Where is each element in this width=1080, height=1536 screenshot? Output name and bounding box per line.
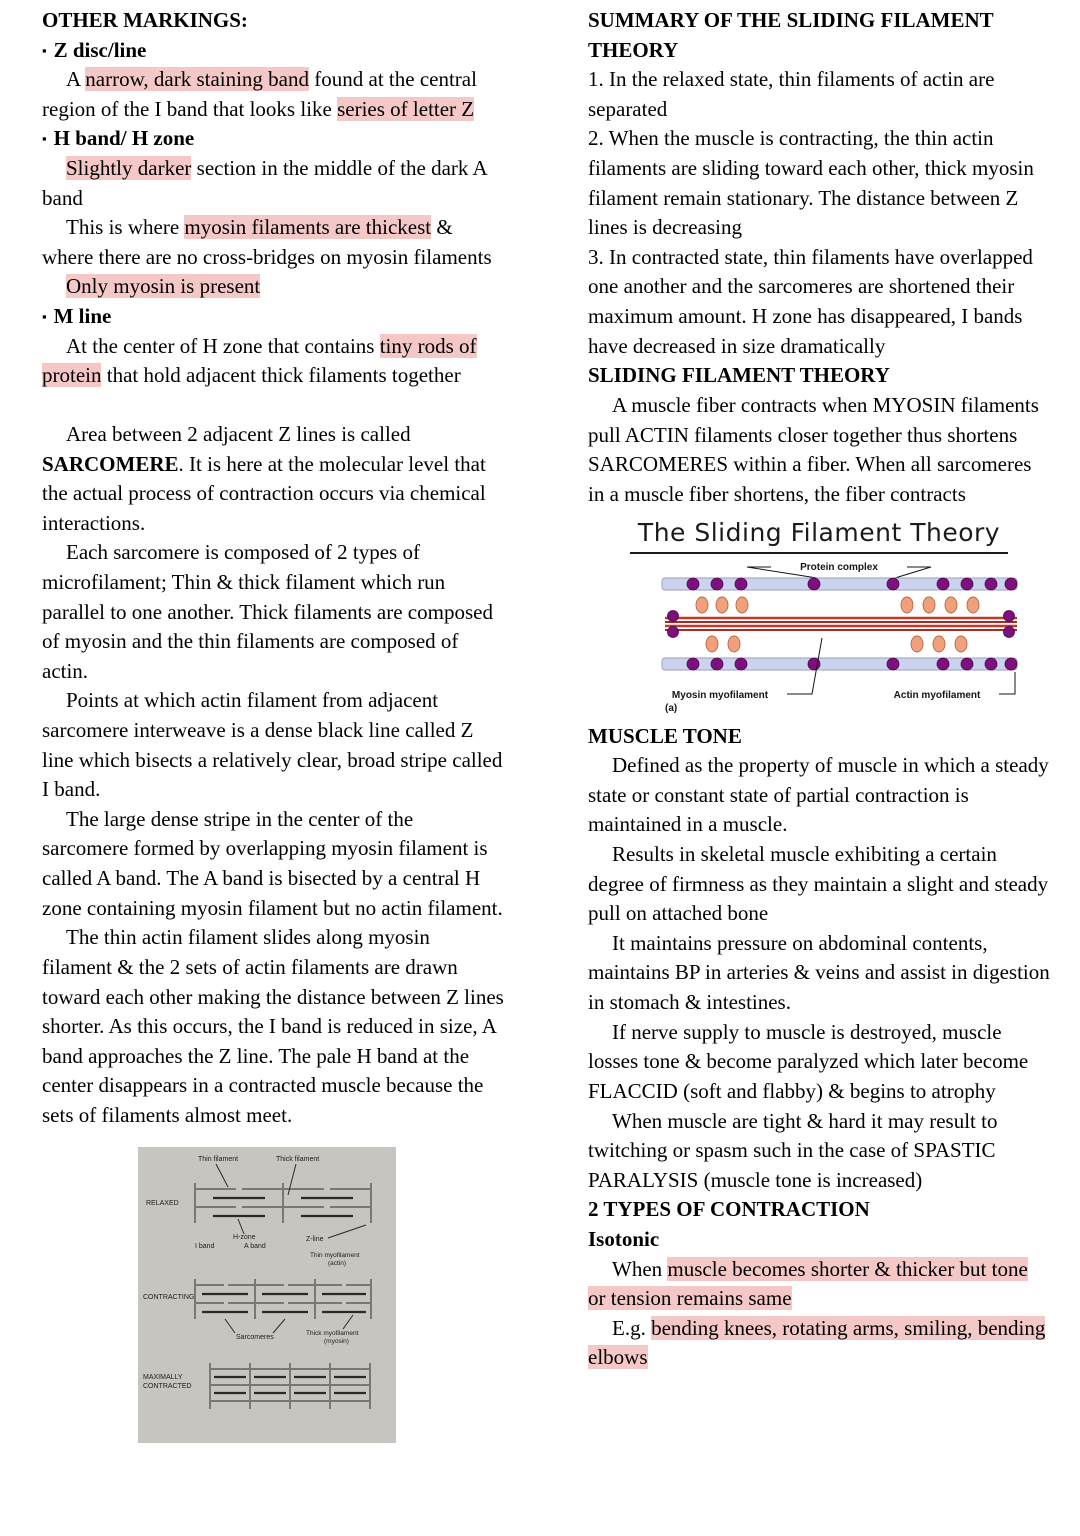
actin-filament-top [662, 578, 1017, 590]
protein-complex-beads-mid [668, 610, 1015, 637]
left-column [42, 6, 504, 1536]
highlighted-text: narrow, dark staining band [85, 67, 310, 92]
text-segment: that hold adjacent thick filaments together [101, 363, 461, 388]
paragraph-isotonic-1 [588, 1255, 1050, 1314]
paragraph-muscle-tone-4: If nerve supply to muscle is destroyed, muscle losses tone & become paralyzed which later become FLACCID (soft and flabby) & begins to atrophy [588, 1019, 1029, 1103]
bullet-item-z-disc [42, 36, 504, 66]
paragraph-muscle-tone-2: Results in skeletal muscle exhibiting a certain degree of firmness as they maintain a slight and steady pull on attached bone [588, 842, 1049, 926]
text-segment: Area between 2 adjacent Z lines is called [66, 421, 411, 446]
bullet-item-m-line [42, 302, 504, 332]
myosin-heads [696, 597, 979, 652]
bullet-square-icon: ▪ [42, 309, 47, 325]
label-contracted: CONTRACTED [143, 1382, 192, 1390]
paragraph-h-band-2 [42, 213, 504, 272]
paragraph-a-band: The large dense stripe in the center of the sarcomere formed by overlapping myosin filament is called A band. The A band is bisected by a central H zone containing myosin filament but no actin filament. [42, 806, 503, 920]
text-segment: found at the central region of the I band that looks like [42, 67, 477, 121]
right-column [588, 6, 1050, 1536]
numbered-item-2: 2. When the muscle is contracting, the thin actin filaments are sliding toward each other, thick myosin filament remain stationary. The distance between Z lines is decreasing [588, 126, 1034, 240]
heading-contraction-types: 2 TYPES OF CONTRACTION [588, 1197, 870, 1222]
label-thin-filament: Thin filament [198, 1155, 239, 1163]
label-thin-myofilament: Thin myofilament [310, 1251, 360, 1259]
protein-complex-label [747, 562, 931, 578]
text-segment: This is where [66, 215, 185, 240]
bullet-square-icon: ▪ [42, 42, 47, 58]
text-segment: . It is here at the molecular level that the actual process of contraction occurs via chemical interactions. [42, 451, 486, 535]
label-protein-complex: Protein complex [800, 561, 878, 573]
label-myosin-myofilament: Myosin myofilament [671, 689, 769, 701]
myosin-filament [665, 597, 1017, 652]
highlighted-text: Slightly darker [66, 156, 192, 181]
highlighted-text: tiny rods of protein [42, 333, 477, 388]
paragraph-muscle-tone-5: When muscle are tight & hard it may result to twitching or spasm such in the case of SPASTIC PARALYSIS (muscle tone is increased) [588, 1108, 998, 1192]
paragraph-microfilaments: Each sarcomere is composed of 2 types of microfilament; Thin & thick filament which run parallel to one another. Thick filaments are composed of myosin and the thin filaments are composed of actin. [42, 540, 493, 683]
paragraph-isotonic-2 [588, 1314, 1050, 1373]
label-sub-a: (a) [665, 702, 678, 714]
heading-sliding-filament: SLIDING FILAMENT THEORY [588, 363, 890, 388]
highlighted-text: myosin filaments are thickest [184, 215, 432, 240]
highlighted-text: muscle becomes shorter & thicker but tone or tension remains same [588, 1256, 1028, 1311]
paragraph-z-disc [42, 65, 504, 124]
numbered-item-3: 3. In contracted state, thin filaments have overlapped one another and the sarcomeres are shortened their maximum amount. H zone has disappeared, I bands have decreased in size dramatically [588, 244, 1033, 358]
muscle-states-figure [138, 1147, 396, 1443]
sliding-filament-diagram [607, 558, 1031, 714]
label-contracting: CONTRACTING [143, 1293, 195, 1301]
text-segment: E.g. [612, 1315, 652, 1340]
heading-muscle-tone: MUSCLE TONE [588, 723, 742, 748]
label-h-zone: H-zone [233, 1233, 256, 1241]
sliding-filament-figure [588, 515, 1050, 713]
paragraph-sarcomere [42, 420, 504, 538]
label-actin-myofilament: Actin myofilament [893, 689, 981, 701]
paragraph-h-band-3 [42, 272, 504, 302]
text-segment: A [66, 67, 86, 92]
highlighted-text: bending knees, rotating arms, smiling, bending elbows [588, 1315, 1046, 1370]
highlighted-text: Only myosin is present [66, 274, 261, 299]
label-sarcomeres: Sarcomeres [236, 1333, 274, 1341]
paragraph-muscle-tone-3: It maintains pressure on abdominal contents, maintains BP in arteries & veins and assist in digestion in stomach & intestines. [588, 930, 1050, 1015]
bullet-square-icon: ▪ [42, 131, 47, 147]
text-segment: section in the middle of the dark A band [42, 156, 487, 210]
label-z-line: Z-line [306, 1235, 324, 1243]
label-relaxed: RELAXED [146, 1199, 179, 1207]
paragraph-sliding: The thin actin filament slides along myosin filament & the 2 sets of actin filaments are drawn toward each other making the distance between Z lines shorter. As this occurs, the I band is reduced in size, A band approaches the Z line. The pale H band at the center disappears in a contracted muscle because the sets of filaments almost meet. [42, 925, 504, 1127]
muscle-states-diagram [138, 1147, 396, 1443]
bullet-label: Z disc/line [53, 37, 147, 62]
label-a-band: A band [244, 1242, 266, 1250]
paragraph-fiber-contracts: A muscle fiber contracts when MYOSIN filaments pull ACTIN filaments closer together thus shortens SARCOMERES within a fiber. When all sarcomeres in a muscle fiber shortens, the fiber contracts [588, 392, 1039, 506]
label-maximally: MAXIMALLY [143, 1373, 183, 1381]
text-segment: At the center of H zone that contains [66, 333, 380, 358]
actin-filament-bottom [662, 658, 1017, 670]
text-segment: & where there are no cross-bridges on myosin filaments [42, 215, 492, 269]
label-thick-myofilament-myosin: (myosin) [324, 1337, 349, 1345]
figure-title: The Sliding Filament Theory [630, 515, 1008, 553]
text-segment: SARCOMERE [42, 451, 179, 476]
bullet-label: M line [53, 304, 112, 329]
paragraph-muscle-tone-1: Defined as the property of muscle in which a steady state or constant state of partial contraction is maintained in a muscle. [588, 753, 1049, 837]
paragraph-m-line [42, 332, 504, 391]
highlighted-text: series of letter Z [337, 96, 475, 121]
label-thick-myofilament: Thick myofilament [306, 1329, 359, 1337]
subheading-isotonic: Isotonic [588, 1226, 660, 1251]
paragraph-z-line-i-band: Points at which actin filament from adjacent sarcomere interweave is a dense black line called Z line which bisects a relatively clear, broad stripe called I band. [42, 688, 503, 802]
paragraph-h-band-1 [42, 154, 504, 213]
heading-other-markings: OTHER MARKINGS: [42, 8, 248, 32]
label-thick-filament: Thick filament [276, 1155, 320, 1163]
bullet-label: H band/ H zone [53, 126, 195, 151]
text-segment: When [612, 1256, 668, 1281]
bullet-item-h-band [42, 124, 504, 154]
numbered-item-1: 1. In the relaxed state, thin filaments of actin are separated [588, 67, 995, 121]
label-thin-myofilament-actin: (actin) [328, 1259, 347, 1267]
label-i-band: I band [195, 1242, 215, 1250]
heading-summary: SUMMARY OF THE SLIDING FILAMENT THEORY [588, 8, 994, 62]
